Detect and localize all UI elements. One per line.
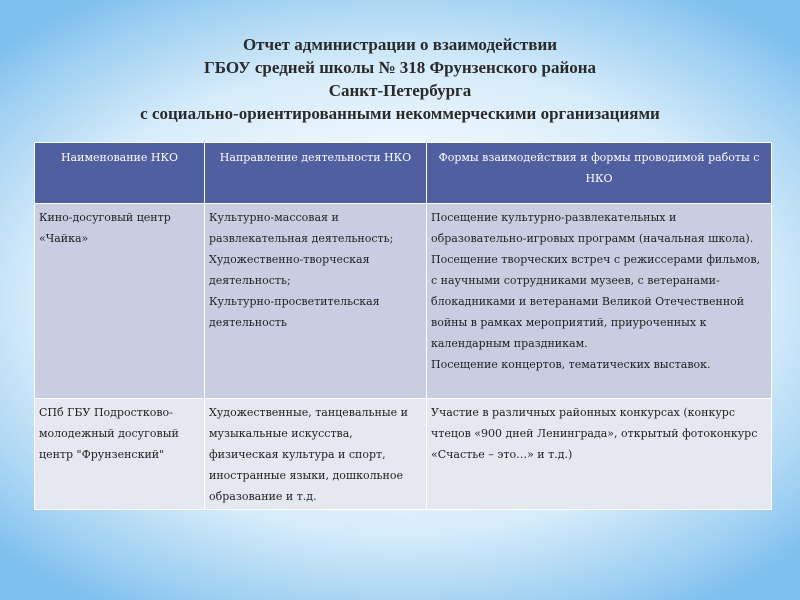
nko-table (34, 142, 772, 510)
column-header-name: Наименование НКО (35, 143, 205, 204)
nko-name-text: СПб ГБУ Подростково-молодежный досуговый центр "Фрунзенский" (39, 406, 179, 461)
forms-line: Участие в различных районных конкурсах (конкурс чтецов «900 дней Ленинграда», открытый фотоконкурс «Счастье – это…» и т.д.) (431, 406, 758, 461)
cell-direction (205, 204, 427, 399)
column-header-direction: Направление деятельности НКО (205, 143, 427, 204)
title-line-1: Отчет администрации о взаимодействии (242, 35, 558, 54)
table-row (35, 204, 772, 399)
direction-line: Художественные, танцевальные и музыкальные искусства, физическая культура и спорт, иностранные языки, дошкольное образование и т.д. (209, 406, 408, 503)
cell-nko-name (35, 399, 205, 510)
table-header-row (35, 143, 772, 204)
page-title (0, 33, 800, 125)
cell-direction (205, 399, 427, 510)
column-header-forms: Формы взаимодействия и формы проводимой работы с НКО (427, 143, 772, 204)
forms-line: Посещение концертов, тематических выставок. (431, 358, 711, 371)
direction-line: Культурно-массовая и развлекательная деятельность; (209, 211, 394, 245)
forms-line: Посещение творческих встреч с режиссерами фильмов, с научными сотрудниками музеев, с ветеранами-блокадниками и ветеранами Великой Отечественной войны в рамках мероприятий, приуроченных к календарным праздникам. (431, 253, 761, 350)
forms-line: Посещение культурно-развлекательных и образовательно-игровых программ (начальная школа). (431, 211, 754, 245)
cell-forms (427, 399, 772, 510)
title-line-2: ГБОУ средней школы № 318 Фрунзенского района (203, 58, 597, 77)
cell-forms (427, 204, 772, 399)
cell-nko-name (35, 204, 205, 399)
title-line-3: Санкт-Петербурга (328, 81, 472, 100)
title-line-4: с социально-ориентированными некоммерческими организациями (140, 104, 660, 123)
direction-line: Художественно-творческая деятельность; (209, 253, 370, 287)
nko-name-text: Кино-досуговый центр «Чайка» (39, 211, 171, 245)
table-row (35, 399, 772, 510)
direction-line: Культурно-просветительская деятельность (209, 295, 380, 329)
